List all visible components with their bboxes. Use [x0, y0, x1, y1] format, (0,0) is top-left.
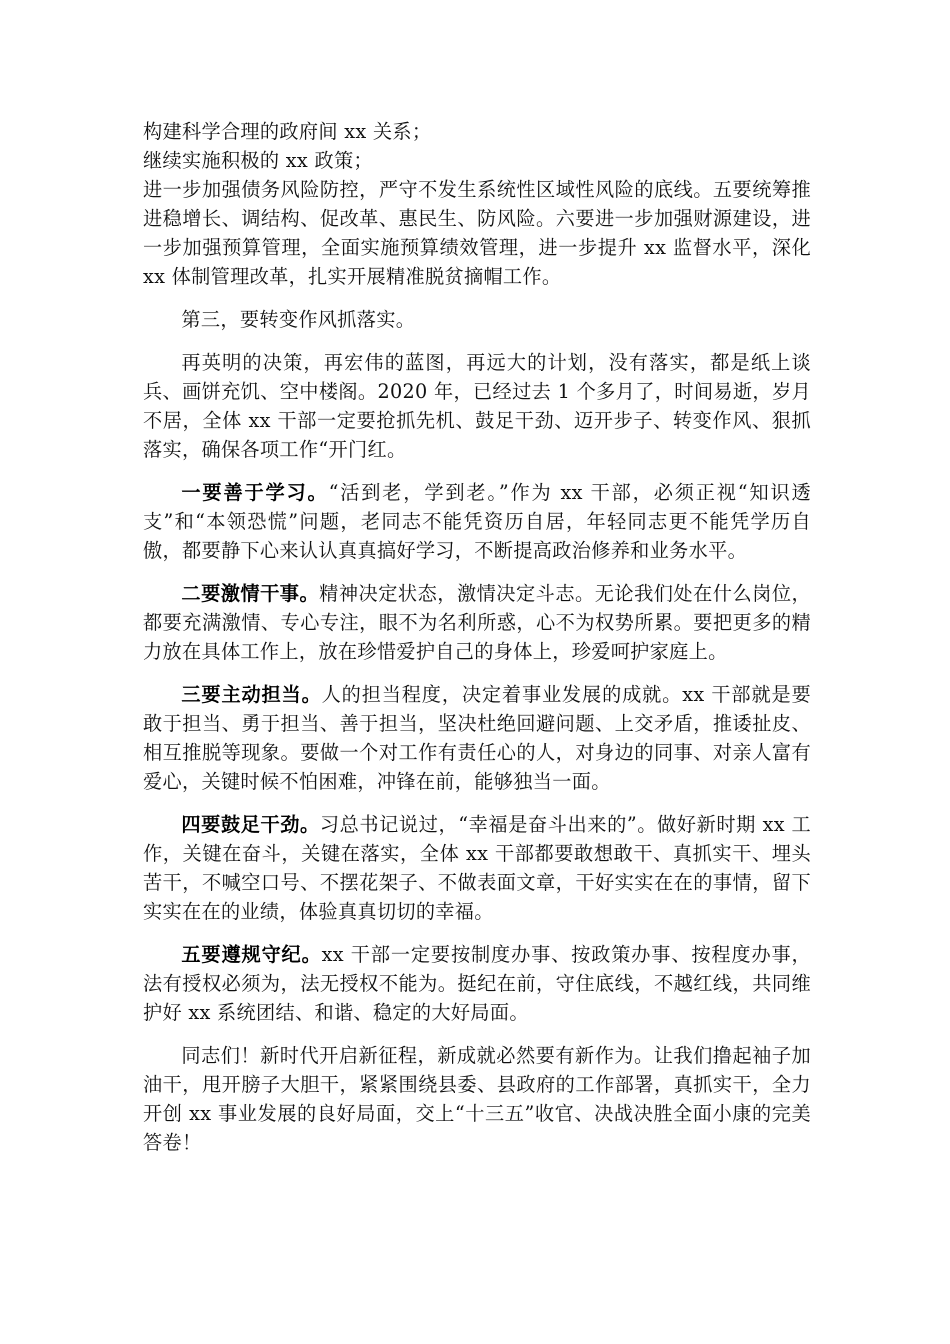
point-text-2: 精神决定状态，激情决定斗志。无论我们处在什么岗位，都要充满激情、专心专注，眼不为名利所惑，心不为权势所累。要把更多的精力放在具体工作上，放在珍惜爱护自己的身体上，珍爱呵护家庭上。 [143, 582, 812, 663]
document-page [143, 117, 811, 1171]
point-text-5: xx 干部一定要按制度办事、按政策办事、按程度办事，法有授权必须为，法无授权不能为。挺纪在前，守住底线，不越红线，共同维护好 xx 系统团结、和谐、稳定的大好局面。 [143, 943, 811, 1024]
point-paragraph-3 [143, 680, 811, 796]
point-paragraph-2 [143, 579, 811, 666]
point-text-4: 习总书记说过，“幸福是奋斗出来的”。做好新时期 xx 工作，关键在奋斗，关键在落实，全体 xx 干部都要敢想敢干、真抓实干、埋头苦干，不喊空口号、不摆花架子、不做表面文章，干好实实在在的事情，留下实实在在的业绩，体验真真切切的幸福。 [143, 813, 812, 923]
opening-line-1: 构建科学合理的政府间 xx 关系； [143, 120, 432, 143]
closing-paragraph: 同志们！新时代开启新征程，新成就必然要有新作为。让我们撸起袖子加油干，甩开膀子大胆干，紧紧围绕县委、县政府的工作部署，真抓实干，全力开创 xx 事业发展的良好局面，交上“十三五”收官、决战决胜全面小康的完美答卷！ [143, 1044, 811, 1154]
point-lead-2: 二要激情干事。 [181, 582, 320, 605]
point-lead-1: 一要善于学习。 [181, 481, 329, 504]
section-heading: 第三，要转变作风抓落实。 [181, 308, 416, 331]
intro-paragraph: 再英明的决策，再宏伟的蓝图，再远大的计划，没有落实，都是纸上谈兵、画饼充饥、空中楼阁。2020 年，已经过去 1 个多月了，时间易逝，岁月不居，全体 xx 干部一定要抢抓先机、鼓足干劲、迈开步子、转变作风、狠抓落实，确保各项工作“开门红。 [143, 351, 811, 461]
point-paragraph-4 [143, 810, 811, 926]
point-text-1: “活到老，学到老。”作为 xx 干部，必须正视“知识透支”和“本领恐慌”问题，老同志不能凭资历自居，年轻同志更不能凭学历自傲，都要静下心来认认真真搞好学习，不断提高政治修养和业务水平。 [143, 481, 811, 562]
point-paragraph-1 [143, 478, 811, 565]
point-text-3: 人的担当程度，决定着事业发展的成就。xx 干部就是要敢于担当、勇于担当、善于担当，坚决杜绝回避问题、上交矛盾，推诿扯皮、相互推脱等现象。要做一个对工作有责任心的人，对身边的同事、对亲人富有爱心，关键时候不怕困难，冲锋在前，能够独当一面。 [143, 683, 811, 793]
continuation-paragraph: 进一步加强债务风险防控，严守不发生系统性区域性风险的底线。五要统筹推进稳增长、调结构、促改革、惠民生、防风险。六要进一步加强财源建设，进一步加强预算管理，全面实施预算绩效管理，进一步提升 xx 监督水平，深化 xx 体制管理改革，扎实开展精准脱贫摘帽工作。 [143, 178, 811, 288]
point-lead-3: 三要主动担当。 [181, 683, 322, 706]
point-lead-5: 五要遵规守纪。 [181, 943, 322, 966]
opening-line-2: 继续实施积极的 xx 政策； [143, 149, 373, 172]
point-lead-4: 四要鼓足干劲。 [181, 813, 320, 836]
point-paragraph-5 [143, 940, 811, 1027]
